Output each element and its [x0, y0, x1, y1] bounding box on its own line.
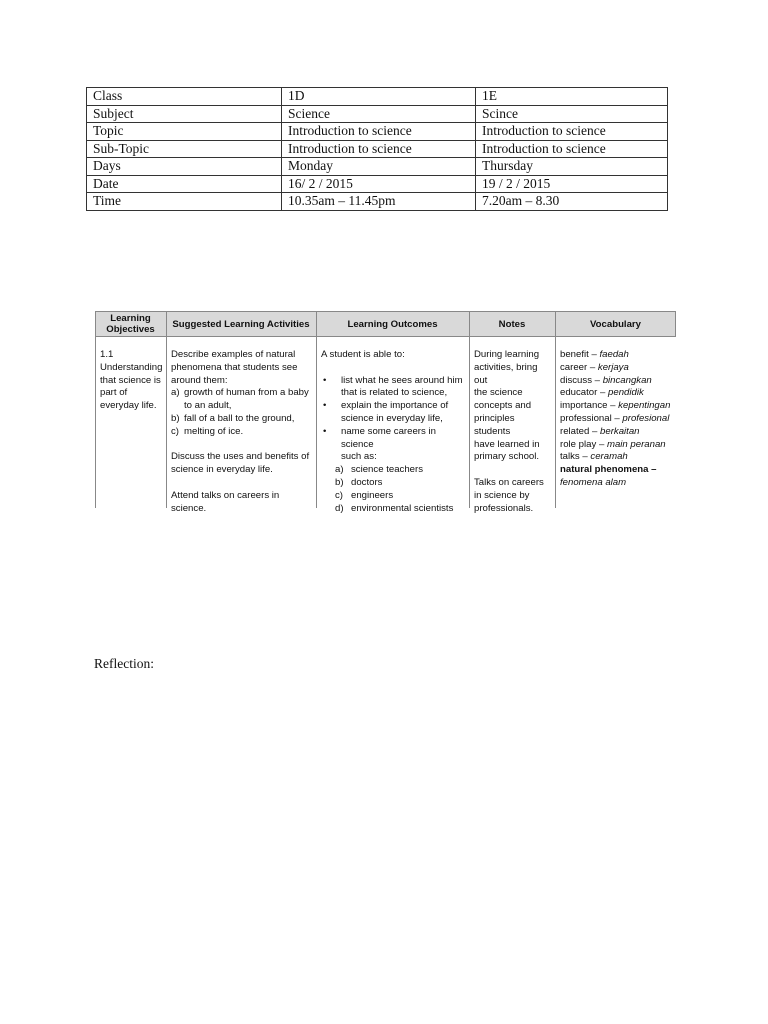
activities-column [167, 337, 316, 514]
list-item-line: list what he sees around him [341, 374, 463, 386]
note-line: principles students [474, 412, 515, 437]
table-cell: 1E [476, 88, 668, 106]
list-item-text: science teachers [351, 464, 423, 476]
vocab-term: career [560, 361, 588, 373]
vocab-dash: – [591, 349, 597, 360]
vocab-dash: – [651, 464, 657, 476]
list-item-line: melting of ice. [184, 425, 244, 437]
vocab-entry [560, 439, 672, 452]
table-row [87, 175, 668, 193]
list-item-text [184, 387, 309, 413]
list-item [321, 375, 465, 401]
outcomes-column [317, 337, 469, 514]
header-learning-objectives: Learning Objectives [95, 311, 166, 337]
table-cell: Introduction to science [282, 123, 476, 141]
list-marker: c) [171, 425, 179, 437]
vocab-term: related [560, 425, 590, 437]
list-item [171, 426, 312, 439]
list-item [321, 426, 465, 464]
list-item [335, 490, 465, 503]
table-cell: 10.35am – 11.45pm [282, 193, 476, 211]
vocab-entry [560, 349, 672, 362]
note-line: professionals. [474, 502, 534, 514]
list-item [321, 400, 465, 426]
vocab-dash: – [614, 412, 620, 424]
note-line: Talks on careers [474, 476, 544, 488]
table-cell: 7.20am – 8.30 [476, 193, 668, 211]
activity-line: Discuss the uses and benefits of [171, 451, 310, 463]
note-line: activities, bring out [474, 361, 538, 386]
vocab-translation: bincangkan [602, 374, 652, 386]
divider [675, 311, 676, 337]
table-cell: Science [282, 105, 476, 123]
vocab-translation: profesional [622, 412, 670, 424]
table-row [87, 140, 668, 158]
vocab-term: natural phenomena [560, 464, 649, 476]
list-item-line: fall of a ball to the ground, [184, 412, 295, 424]
activity-line: Attend talks on careers in science. [171, 489, 280, 514]
phenomena-list [171, 387, 312, 438]
list-item-text [341, 375, 463, 401]
table-cell: Scince [476, 105, 668, 123]
list-item-line: science in everyday life, [341, 412, 443, 424]
outcome-intro: A student is able to: [321, 349, 405, 360]
header-suggested-activities: Suggested Learning Activities [166, 311, 316, 337]
vocab-translation: pendidik [608, 387, 644, 399]
activity-line: phenomena that students see [171, 361, 298, 373]
list-marker: a) [171, 387, 180, 399]
note-line: During learning [474, 349, 540, 360]
objective-line: Understanding [100, 361, 163, 373]
vocabulary-column [556, 337, 676, 508]
vocab-term: role play [560, 438, 597, 450]
vocab-entry [560, 451, 672, 464]
table-cell: Introduction to science [476, 123, 668, 141]
list-item [171, 413, 312, 426]
activity-line: around them: [171, 374, 228, 386]
list-marker: c) [335, 489, 343, 501]
list-item-line: growth of human from a baby [184, 387, 309, 399]
list-item [335, 464, 465, 477]
list-item-text [341, 426, 465, 464]
table-row [87, 123, 668, 141]
vocab-term: educator [560, 387, 598, 399]
table-cell: Topic [87, 123, 282, 141]
vocab-dash: – [600, 387, 606, 399]
note-line: the science [474, 387, 523, 399]
table-cell: Monday [282, 158, 476, 176]
list-item-text [341, 400, 448, 426]
objective-line: that science is [100, 374, 161, 386]
vocab-dash: – [589, 361, 596, 373]
activity-line: Describe examples of natural [171, 349, 296, 360]
objective-line: part of [100, 387, 128, 399]
table-row [87, 88, 668, 106]
table-cell: Sub-Topic [87, 140, 282, 158]
table-row [87, 105, 668, 123]
list-marker: b) [171, 412, 180, 424]
list-marker: b) [335, 476, 344, 488]
objective-line: everyday life. [100, 400, 157, 412]
vocab-entry [560, 375, 672, 388]
list-item-line: that is related to science, [341, 387, 448, 399]
vocab-translation: berkaitan [600, 425, 640, 437]
table-cell: Days [87, 158, 282, 176]
vocab-term: talks [560, 451, 580, 463]
vocab-entry [560, 362, 672, 375]
vocab-entry [560, 464, 672, 477]
table-cell: 19 / 2 / 2015 [476, 175, 668, 193]
list-item-line: name some careers in science [341, 425, 436, 450]
table-cell: Class [87, 88, 282, 106]
list-item-line: to an adult, [184, 400, 232, 412]
list-item-text: environmental scientists [351, 502, 454, 514]
table-cell: Thursday [476, 158, 668, 176]
vocab-dash: – [592, 425, 598, 437]
list-item-text: engineers [351, 489, 394, 501]
vocab-translation: fenomena alam [560, 476, 627, 488]
note-line: in science by [474, 489, 530, 501]
list-item [335, 477, 465, 490]
objectives-column [96, 337, 166, 508]
vocab-entry [560, 413, 672, 426]
vocab-entry [560, 477, 672, 490]
list-item [171, 387, 312, 413]
header-learning-outcomes: Learning Outcomes [316, 311, 469, 337]
reflection-label: Reflection: [94, 656, 154, 671]
vocab-term: discuss [560, 374, 592, 386]
list-item-line: such as: [341, 451, 377, 463]
vocab-translation: kerjaya [597, 361, 629, 373]
vocab-dash: – [610, 400, 616, 412]
note-line: primary school. [474, 451, 540, 463]
bullet-icon: • [323, 400, 327, 412]
list-marker: a) [335, 464, 344, 476]
note-line: have learned in [474, 438, 540, 450]
curriculum-table [95, 311, 676, 514]
table-cell: Introduction to science [282, 140, 476, 158]
vocab-dash: – [582, 451, 588, 463]
note-line: concepts and [474, 400, 532, 412]
vocab-term: professional [560, 412, 612, 424]
vocab-dash: – [598, 438, 605, 450]
vocab-dash: – [594, 374, 601, 386]
table-cell: Introduction to science [476, 140, 668, 158]
vocab-translation: ceramah [590, 451, 628, 463]
table-cell: Subject [87, 105, 282, 123]
header-vocabulary: Vocabulary [555, 311, 676, 337]
vocab-entry [560, 400, 672, 413]
outcomes-list [321, 375, 465, 465]
vocab-entry [560, 426, 672, 439]
header-notes: Notes [469, 311, 555, 337]
vocab-term: importance [560, 400, 608, 412]
table-cell: Date [87, 175, 282, 193]
vocab-term: benefit [560, 349, 589, 360]
list-item-line: explain the importance of [341, 400, 449, 412]
vocab-translation: main peranan [606, 438, 666, 450]
activity-line: science in everyday life. [171, 464, 273, 476]
vocab-translation: kepentingan [618, 400, 671, 412]
vocab-translation: faedah [599, 349, 629, 360]
table-cell: Time [87, 193, 282, 211]
table-cell: 16/ 2 / 2015 [282, 175, 476, 193]
table-row [87, 193, 668, 211]
class-info-table [86, 87, 668, 211]
list-item [335, 503, 465, 516]
table-row [87, 158, 668, 176]
list-item-text: doctors [351, 476, 383, 488]
objective-line: 1.1 [100, 349, 114, 360]
bullet-icon: • [323, 374, 327, 386]
vocab-entry [560, 387, 672, 400]
careers-list [321, 464, 465, 515]
bullet-icon: • [323, 425, 327, 437]
notes-column [470, 337, 555, 514]
table-cell: 1D [282, 88, 476, 106]
list-marker: d) [335, 502, 344, 514]
